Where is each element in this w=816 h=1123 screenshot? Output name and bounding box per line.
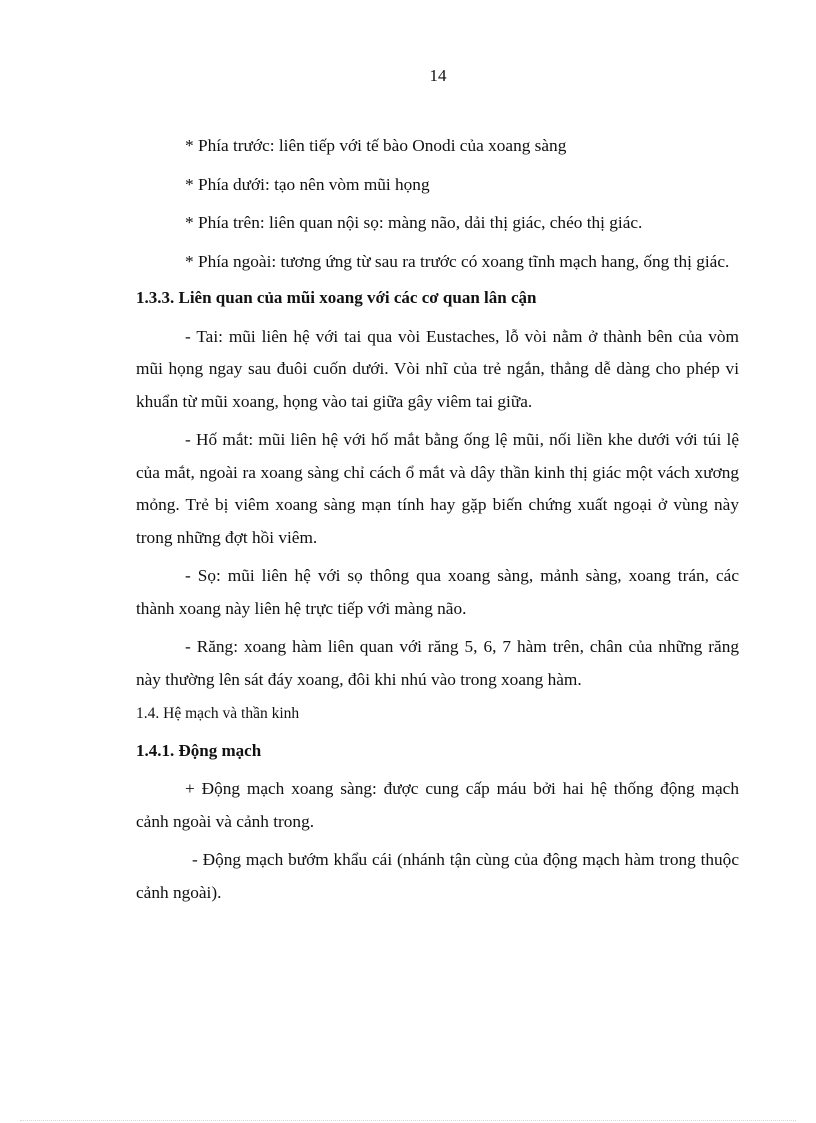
paragraph-above: * Phía trên: liên quan nội sọ: màng não, dải thị giác, chéo thị giác.	[185, 213, 643, 232]
document-body	[136, 130, 739, 909]
section-heading-1-4: 1.4. Hệ mạch và thần kinh	[136, 705, 300, 722]
section-heading-1-4-1: 1.4.1. Động mạch	[136, 740, 262, 760]
paragraph-teeth: - Răng: xoang hàm liên quan với răng 5, 6, 7 hàm trên, chân của những răng này thường lên sát đáy xoang, đôi khi nhú vào trong xoang hàm.	[136, 637, 739, 689]
paragraph-outside: * Phía ngoài: tương ứng từ sau ra trước có xoang tĩnh mạch hang, ống thị giác.	[185, 251, 730, 271]
paragraph-skull: - Sọ: mũi liên hệ với sọ thông qua xoang sàng, mảnh sàng, xoang trán, các thành xoang này liên hệ trực tiếp với màng não.	[136, 566, 739, 618]
page-number: 14	[429, 66, 447, 85]
paragraph-eye-socket: - Hố mắt: mũi liên hệ với hố mắt bằng ống lệ mũi, nối liền khe dưới với túi lệ của mắt, ngoài ra xoang sàng chỉ cách ổ mắt và dây thần kinh thị giác một vách xương mỏng. Trẻ bị viêm xoang sàng mạn tính hay gặp biến chứng xuất ngoại ở vùng này trong những đợt hồi viêm.	[136, 430, 739, 547]
paragraph-sphenopalatine-artery: - Động mạch bướm khẩu cái (nhánh tận cùng của động mạch hàm trong thuộc cảnh ngoài).	[136, 850, 739, 902]
paragraph-front: * Phía trước: liên tiếp với tế bào Onodi của xoang sàng	[185, 136, 567, 155]
paragraph-ethmoid-artery: + Động mạch xoang sàng: được cung cấp máu bởi hai hệ thống động mạch cảnh ngoài và cảnh trong.	[136, 779, 739, 831]
paragraph-ear: - Tai: mũi liên hệ với tai qua vòi Eustaches, lỗ vòi nằm ở thành bên của vòm mũi họng ngay sau đuôi cuốn dưới. Vòi nhĩ của trẻ ngắn, thẳng dễ dàng cho phép vi khuẩn từ mũi xoang, họng vào tai giữa gây viêm tai giữa.	[136, 326, 739, 411]
paragraph-below: * Phía dưới: tạo nên vòm mũi họng	[185, 174, 430, 194]
section-heading-1-3-3: 1.3.3. Liên quan của mũi xoang với các cơ quan lân cận	[136, 288, 537, 307]
page-bottom-divider	[20, 1120, 796, 1121]
